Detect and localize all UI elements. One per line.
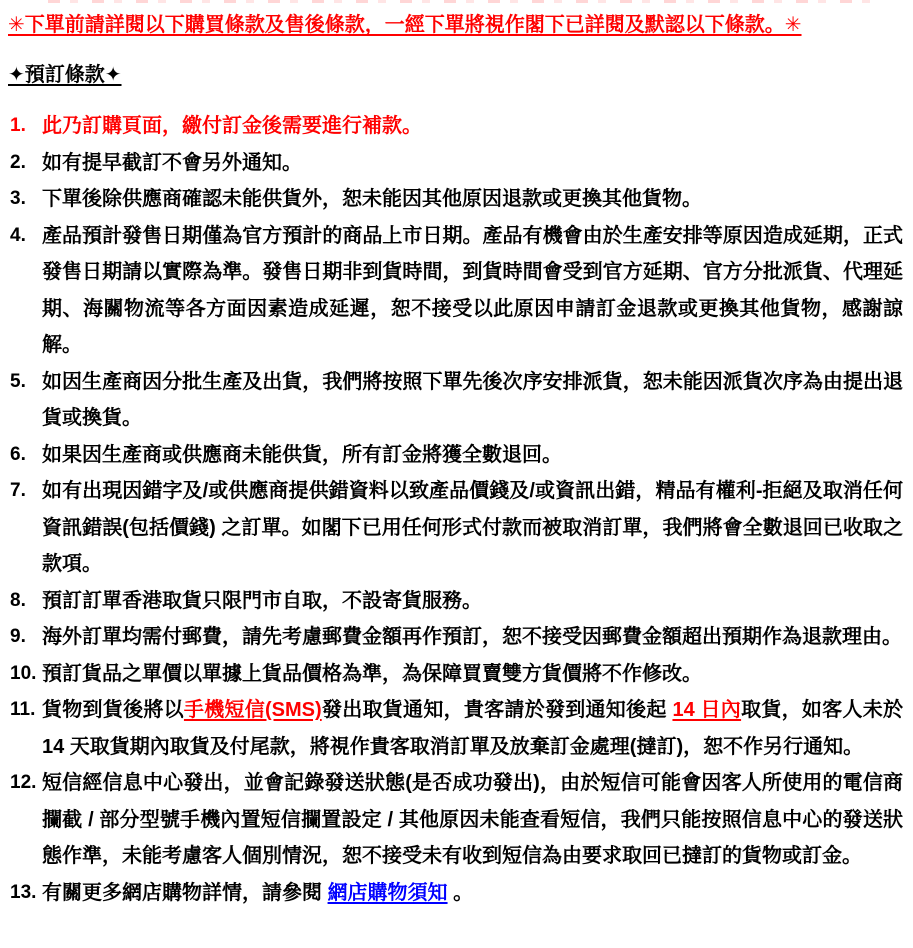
term-number: 6. bbox=[10, 443, 26, 465]
term-text bbox=[42, 225, 903, 357]
term-number: 9. bbox=[10, 626, 26, 647]
term-text bbox=[42, 444, 562, 466]
purchase-notice-heading: ✳下單前請詳閱以下購買條款及售後條款，一經下單將視作閣下已詳閱及默認以下條款。✳ bbox=[8, 14, 802, 36]
term-text-segment: 如有提早截訂不會另外通知。 bbox=[42, 151, 302, 174]
term-item-3 bbox=[8, 181, 903, 218]
term-text-segment: 下單後除供應商確認未能供貨外，恕未能因其他原因退款或更換其他貨物。 bbox=[42, 188, 702, 210]
term-text bbox=[42, 772, 903, 867]
term-number: 10. bbox=[10, 662, 37, 684]
cropped-text-remnant bbox=[48, 0, 883, 3]
term-text-segment: 預訂貨品之單價以單據上貨品價格為準，為保障買賣雙方貨價將不作修改。 bbox=[42, 662, 702, 685]
term-number: 4. bbox=[10, 224, 26, 246]
term-item-5 bbox=[8, 364, 903, 437]
term-number: 7. bbox=[10, 480, 26, 501]
term-text bbox=[42, 626, 902, 648]
term-text bbox=[42, 152, 302, 174]
term-text-segment: 預訂訂單香港取貨只限門市自取，不設寄貨服務。 bbox=[42, 589, 482, 612]
term-text-segment: 產品預計發售日期僅為官方預計的商品上市日期。產品有機會由於生產安排等原因造成延期，正式發售日期請以實際為準。發售日期非到貨時間，到貨時間會受到官方延期、官方分批派貨、代理延期、海關物流等各方面因素造成延遲，恕不接受以此原因申請訂金退款或更換其他貨物，感謝諒解。 bbox=[42, 224, 903, 356]
term-text-segment: 如有出現因錯字及/或供應商提供錯資料以致產品價錢及/或資訊出錯，精品有權利-拒絕及取消任何資訊錯誤(包括價錢) 之訂單。如閣下已用任何形式付款而被取消訂單，我們將會全數退回已收取之款項。 bbox=[42, 480, 903, 575]
term-item-9 bbox=[8, 619, 903, 656]
section-title-preorder-terms: ✦預訂條款✦ bbox=[8, 64, 122, 86]
term-item-4 bbox=[8, 218, 903, 364]
term-item-2 bbox=[8, 145, 903, 182]
term-item-13 bbox=[8, 875, 903, 912]
term-number: 13. bbox=[10, 881, 37, 903]
term-text bbox=[42, 188, 702, 210]
term-text bbox=[42, 480, 903, 575]
term-item-12 bbox=[8, 765, 903, 875]
shop-guide-link[interactable]: 網店購物須知 bbox=[327, 881, 448, 904]
term-text bbox=[42, 882, 473, 904]
red-highlight: 手機短信(SMS) bbox=[183, 699, 322, 721]
red-highlight: 14 日內 bbox=[672, 699, 742, 721]
term-number: 8. bbox=[10, 589, 26, 611]
term-number: 1. bbox=[10, 115, 26, 136]
term-text-segment: 。 bbox=[447, 881, 474, 904]
term-item-7 bbox=[8, 473, 903, 583]
term-text bbox=[42, 590, 482, 612]
term-text-segment: 發出取貨通知，貴客請於發到通知後起 bbox=[321, 699, 673, 721]
term-text-segment: 取貨，如客人未於 14 天取貨期內取貨及付尾款，將視作貴客取消訂單及放棄訂金處理(撻訂)，恕不作另行通知。 bbox=[42, 699, 903, 758]
term-item-6 bbox=[8, 437, 903, 474]
term-item-8 bbox=[8, 583, 903, 620]
term-text bbox=[42, 115, 422, 137]
term-number: 3. bbox=[10, 188, 26, 209]
term-number: 11. bbox=[10, 699, 36, 720]
term-number: 12. bbox=[10, 772, 37, 793]
terms-list bbox=[8, 108, 903, 911]
term-text-segment: 有關更多網店購物詳情，請參閱 bbox=[42, 881, 328, 904]
term-text bbox=[42, 371, 903, 430]
term-item-1 bbox=[8, 108, 903, 145]
term-text bbox=[42, 663, 702, 685]
term-item-10 bbox=[8, 656, 903, 693]
term-text-segment: 此乃訂購頁面，繳付訂金後需要進行補款。 bbox=[42, 115, 422, 137]
term-text-segment: 如因生產商因分批生產及出貨，我們將按照下單先後次序安排派貨，恕未能因派貨次序為由提出退貨或換貨。 bbox=[42, 370, 903, 429]
term-text-segment: 海外訂單均需付郵費，請先考慮郵費金額再作預訂，恕不接受因郵費金額超出預期作為退款理由。 bbox=[42, 626, 902, 648]
term-text-segment: 如果因生產商或供應商未能供貨，所有訂金將獲全數退回。 bbox=[42, 443, 562, 466]
term-text bbox=[42, 699, 903, 758]
term-text-segment: 短信經信息中心發出，並會記錄發送狀態(是否成功發出)，由於短信可能會因客人所使用的電信商攔截 / 部分型號手機內置短信攔置設定 / 其他原因未能查看短信，我們只能按照信息中心的發送狀態作準，未能考慮客人個別情況，恕不接受未有收到短信為由要求取回已撻訂的貨物或訂金。 bbox=[42, 772, 903, 867]
term-text-segment: 貨物到貨後將以 bbox=[42, 699, 184, 721]
term-number: 2. bbox=[10, 151, 26, 173]
term-item-11 bbox=[8, 692, 903, 765]
term-number: 5. bbox=[10, 370, 26, 392]
